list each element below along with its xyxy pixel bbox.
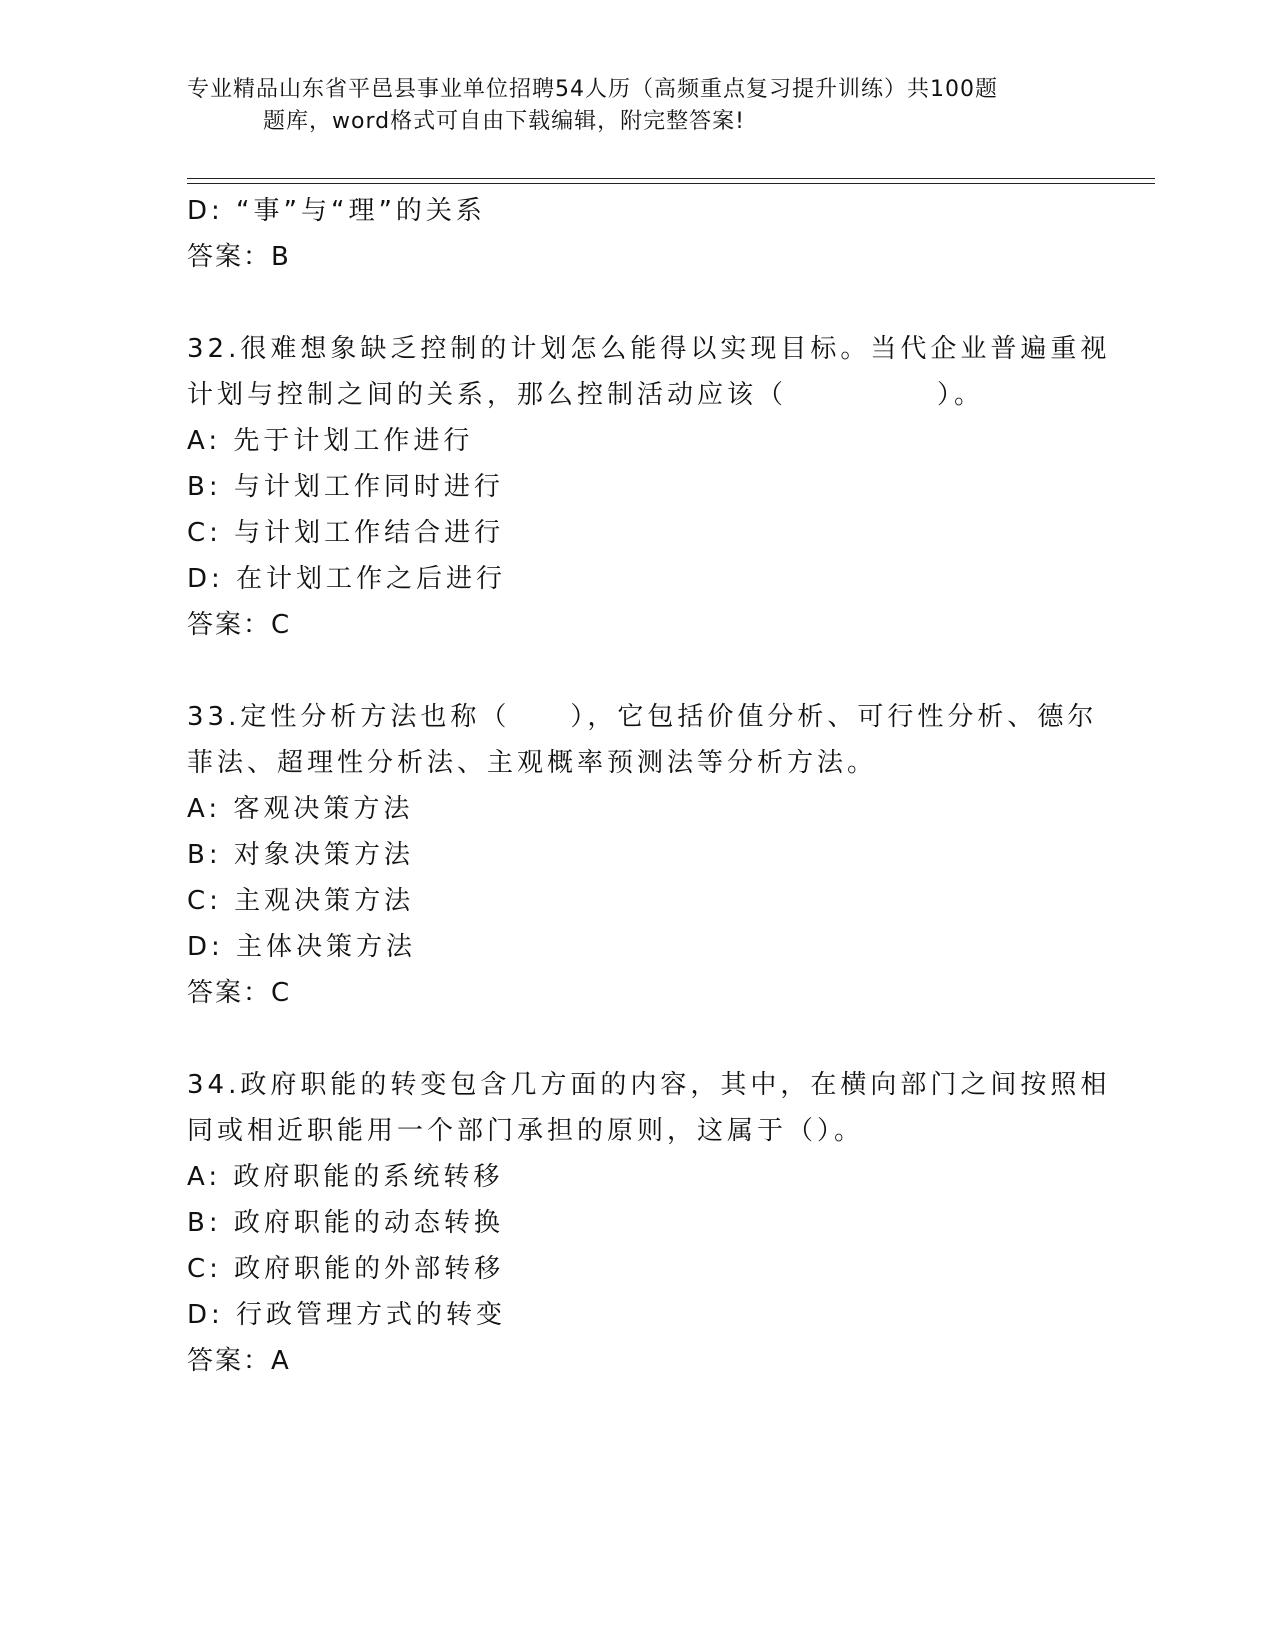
header-rule-top [187,178,1155,179]
header-title-line2: 题库，word格式可自由下载编辑，附完整答案! [263,109,745,134]
option-d: D: 在计划工作之后进行 [187,564,507,594]
option-c: C: 政府职能的外部转移 [187,1254,505,1284]
page-header [187,74,1067,138]
question-stem: 计划与控制之间的关系，那么控制活动应该（ ）。 [187,380,985,410]
option-a: A: 先于计划工作进行 [187,426,474,456]
option-a: A: 客观决策方法 [187,794,414,824]
question-stem: 34.政府职能的转变包含几方面的内容，其中，在横向部门之间按照相 [187,1070,1111,1100]
question-stem: 33.定性分析方法也称（ ），它包括价值分析、可行性分析、德尔 [187,702,1098,732]
option-c: C: 与计划工作结合进行 [187,518,505,548]
question-content [187,188,1111,1384]
option-d: D: 行政管理方式的转变 [187,1300,507,1330]
question-stem: 同或相近职能用一个部门承担的原则，这属于（）。 [187,1116,865,1146]
answer: 答案：A [187,1346,291,1376]
carryover-answer: 答案：B [187,242,291,272]
header-rule-bottom [187,183,1155,184]
question-stem: 32.很难想象缺乏控制的计划怎么能得以实现目标。当代企业普遍重视 [187,334,1111,364]
option-a: A: 政府职能的系统转移 [187,1162,504,1192]
header-title-line1: 专业精品山东省平邑县事业单位招聘54人历（高频重点复习提升训练）共100题 [187,77,998,102]
question-32 [187,326,1111,648]
option-d: D: 主体决策方法 [187,932,417,962]
question-33 [187,694,1098,1016]
option-c: C: 主观决策方法 [187,886,415,916]
answer: 答案：C [187,610,292,640]
answer: 答案：C [187,978,292,1008]
question-34 [187,1062,1111,1384]
carryover-option-d: D: “事”与“理”的关系 [187,196,486,226]
option-b: B: 与计划工作同时进行 [187,472,504,502]
option-b: B: 对象决策方法 [187,840,414,870]
question-stem: 菲法、超理性分析法、主观概率预测法等分析方法。 [187,748,878,778]
option-b: B: 政府职能的动态转换 [187,1208,504,1238]
